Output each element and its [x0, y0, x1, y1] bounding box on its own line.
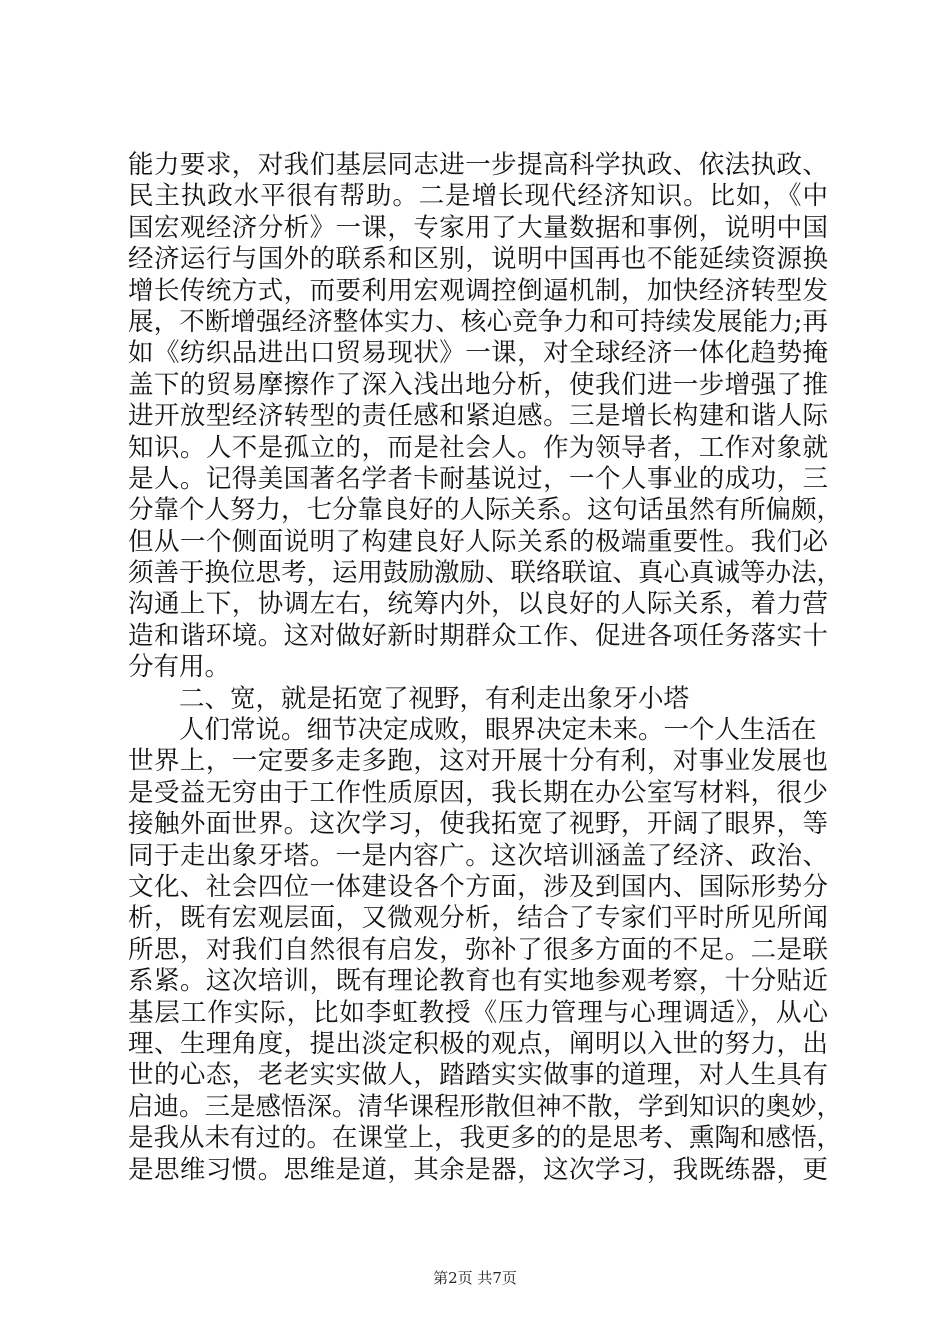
- text-line: 是人。记得美国著名学者卡耐基说过，一个人事业的成功，三: [128, 463, 828, 494]
- page-number: 第2页 共7页: [433, 1269, 517, 1287]
- text-line: 析，既有宏观层面，又微观分析，结合了专家们平时所见所闻: [128, 903, 828, 934]
- text-line: 分有用。: [128, 652, 231, 683]
- text-line: 系紧。这次培训，既有理论教育也有实地参观考察，十分贴近: [128, 966, 828, 997]
- text-line: 须善于换位思考，运用鼓励激励、联络联谊、真心真诚等办法，: [128, 558, 843, 589]
- text-line: 经济运行与国外的联系和区别，说明中国再也不能延续资源换: [128, 244, 828, 275]
- page-footer: [0, 1268, 950, 1288]
- text-line: 知识。人不是孤立的，而是社会人。作为领导者，工作对象就: [128, 432, 828, 463]
- text-line: 是受益无穷由于工作性质原因，我长期在办公室写材料，很少: [128, 777, 828, 808]
- text-line: 是思维习惯。思维是道，其余是器，这次学习，我既练器，更: [128, 1154, 828, 1185]
- text-line: 基层工作实际，比如李虹教授《压力管理与心理调适》，从心: [128, 997, 828, 1028]
- text-line: 是我从未有过的。在课堂上，我更多的的是思考、熏陶和感悟，: [128, 1123, 843, 1154]
- text-line: 所思，对我们自然很有启发，弥补了很多方面的不足。二是联: [128, 934, 828, 965]
- text-line: 能力要求，对我们基层同志进一步提高科学执政、依法执政、: [128, 150, 828, 180]
- text-line: 世界上，一定要多走多跑，这对开展十分有利，对事业发展也: [128, 746, 828, 777]
- text-line: 理、生理角度，提出淡定积极的观点，阐明以入世的努力，出: [128, 1028, 828, 1059]
- text-line: 进开放型经济转型的责任感和紧迫感。三是增长构建和谐人际: [128, 401, 828, 432]
- text-line: 国宏观经济分析》一课，专家用了大量数据和事例，说明中国: [128, 212, 828, 243]
- text-line: 如《纺织品进出口贸易现状》一课，对全球经济一体化趋势掩: [128, 338, 828, 369]
- text-line: 增长传统方式，而要利用宏观调控倒逼机制，加快经济转型发: [128, 275, 828, 306]
- text-line: 人们常说。细节决定成败，眼界决定未来。一个人生活在: [179, 715, 817, 746]
- text-line: 文化、社会四位一体建设各个方面，涉及到国内、国际形势分: [128, 871, 828, 902]
- text-line: 接触外面世界。这次学习，使我拓宽了视野，开阔了眼界，等: [128, 809, 828, 840]
- body-text: [128, 150, 843, 1186]
- text-line: 同于走出象牙塔。一是内容广。这次培训涵盖了经济、政治、: [128, 840, 828, 871]
- text-line: 盖下的贸易摩擦作了深入浅出地分析，使我们进一步增强了推: [128, 369, 828, 400]
- text-line: 世的心态，老老实实做人，踏踏实实做事的道理，对人生具有: [128, 1060, 828, 1091]
- section-heading: 二、宽，就是拓宽了视野，有利走出象牙小塔: [179, 683, 690, 714]
- text-line: 展，不断增强经济整体实力、核心竞争力和可持续发展能力;再: [128, 306, 828, 337]
- text-line: 民主执政水平很有帮助。二是增长现代经济知识。比如，《中: [128, 181, 828, 212]
- text-line: 沟通上下，协调左右，统筹内外，以良好的人际关系，着力营: [128, 589, 828, 620]
- text-line: 但从一个侧面说明了构建良好人际关系的极端重要性。我们必: [128, 526, 828, 557]
- text-line: 启迪。三是感悟深。清华课程形散但神不散，学到知识的奥妙，: [128, 1091, 843, 1122]
- text-line: 分靠个人努力，七分靠良好的人际关系。这句话虽然有所偏颇，: [128, 495, 843, 526]
- text-line: 造和谐环境。这对做好新时期群众工作、促进各项任务落实十: [128, 620, 828, 651]
